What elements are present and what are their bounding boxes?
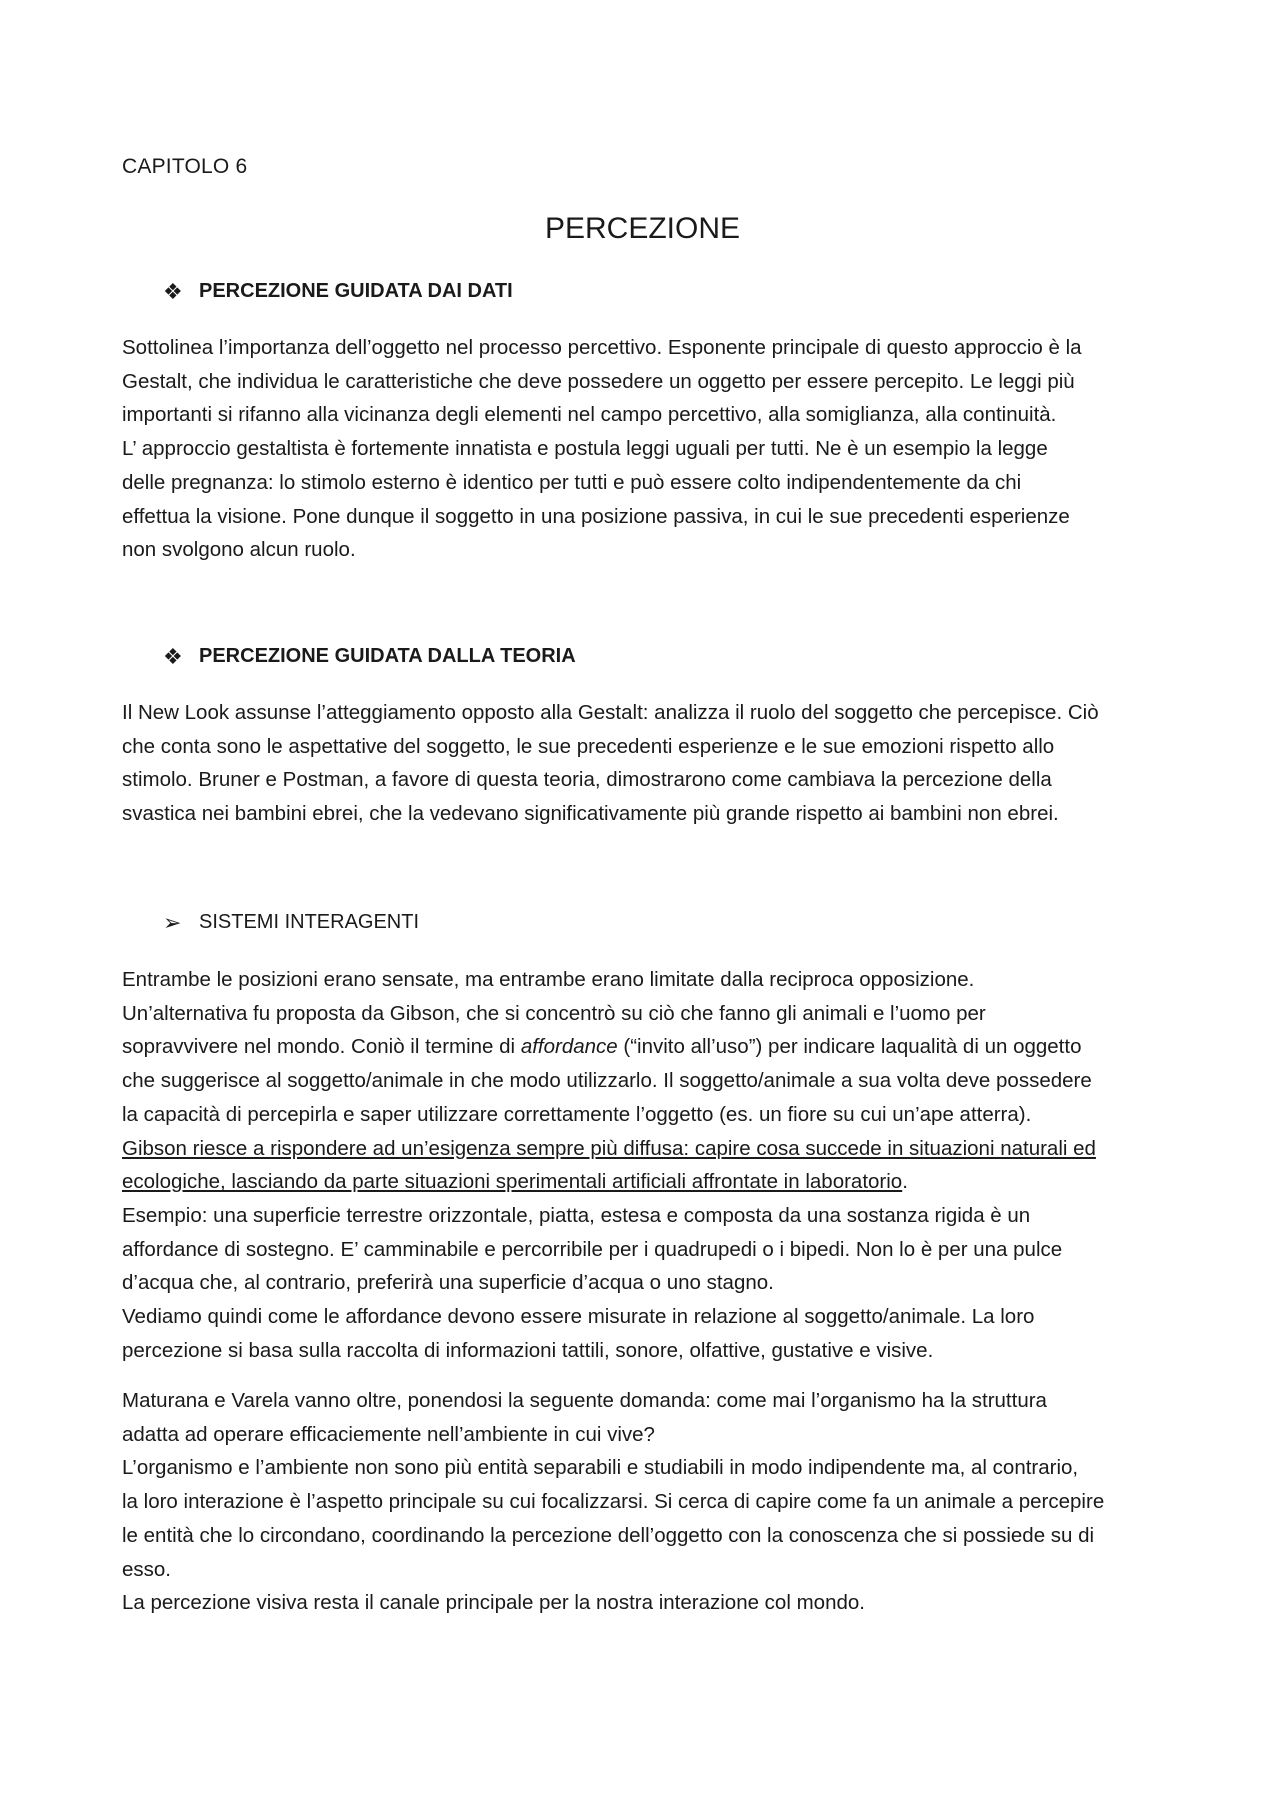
- section-heading-label: PERCEZIONE GUIDATA DAI DATI: [199, 280, 513, 302]
- text-line: Sottolinea l’importanza dell’oggetto nel processo percettivo. Esponente principale di questo approccio è la: [122, 336, 1082, 359]
- text-line: L’ approccio gestaltista è fortemente innatista e postula leggi uguali per tutti. Ne è un esempio la legge: [122, 437, 1048, 461]
- paragraph-data-driven: [122, 331, 1172, 567]
- text-line: percezione si basa sulla raccolta di informazioni tattili, sonore, olfattive, gustative e visive.: [122, 1338, 934, 1362]
- text-line: che conta sono le aspettative del soggetto, le sue precedenti esperienze e le sue emozioni rispetto allo: [122, 734, 1055, 758]
- text-line: non svolgono alcun ruolo.: [122, 538, 356, 562]
- diamond-bullet-icon: ❖: [163, 643, 183, 669]
- section-heading-interacting-systems: [163, 911, 419, 934]
- text-line: la capacità di percepirla e saper utilizzare correttamente l’oggetto (es. un fiore su cui un’ape atterra).: [122, 1102, 1032, 1126]
- text-line: Entrambe le posizioni erano sensate, ma entrambe erano limitate dalla reciproca opposizione.: [122, 968, 975, 991]
- text-line: che suggerisce al soggetto/animale in che modo utilizzarlo. Il soggetto/animale a sua volta deve possedere: [122, 1069, 1092, 1093]
- page-title: PERCEZIONE: [544, 212, 741, 245]
- section-heading-theory-driven: [163, 645, 576, 668]
- section-heading-label: SISTEMI INTERAGENTI: [199, 911, 420, 933]
- text-line: la loro interazione è l’aspetto principale su cui focalizzarsi. Si cerca di capire come fa un animale a percepire: [122, 1490, 1105, 1514]
- text-run: sopravvivere nel mondo. Coniò il termine di: [122, 1035, 521, 1059]
- text-line: affordance di sostegno. E’ camminabile e percorribile per i quadrupedi o i bipedi. Non lo è per una pulce: [122, 1237, 1063, 1261]
- text-line: [122, 1165, 1172, 1199]
- text-line: effettua la visione. Pone dunque il soggetto in una posizione passiva, in cui le sue precedenti esperienze: [122, 504, 1070, 528]
- paragraph-interacting-systems: [122, 963, 1172, 1367]
- text-line: stimolo. Bruner e Postman, a favore di questa teoria, dimostrarono come cambiava la percezione della: [122, 768, 1052, 792]
- paragraph-maturana-varela: [122, 1384, 1172, 1620]
- text-line: d’acqua che, al contrario, preferirà una superficie d’acqua o uno stagno.: [122, 1271, 774, 1295]
- text-line: L’organismo e l’ambiente non sono più entità separabili e studiabili in modo indipendente ma, al contrario,: [122, 1456, 1079, 1480]
- chapter-label: CAPITOLO 6: [122, 155, 248, 178]
- text-line: [122, 1132, 1172, 1166]
- underlined-text: ecologiche, lasciando da parte situazioni sperimentali artificiali affrontate in laboratorio: [122, 1170, 903, 1194]
- text-line: Maturana e Varela vanno oltre, ponendosi la seguente domanda: come mai l’organismo ha la struttura: [122, 1389, 1047, 1412]
- text-line: esso.: [122, 1557, 171, 1581]
- affordance-term: affordance: [520, 1035, 618, 1059]
- diamond-bullet-icon: ❖: [163, 278, 183, 304]
- section-heading-data-driven: [163, 280, 513, 303]
- text-line: le entità che lo circondano, coordinando la percezione dell’oggetto con la conoscenza che si possiede su di: [122, 1523, 1095, 1547]
- arrow-bullet-icon: ➢: [163, 909, 182, 935]
- text-line: delle pregnanza: lo stimolo esterno è identico per tutti e può essere colto indipendentemente da chi: [122, 470, 1022, 494]
- paragraph-theory-driven: [122, 696, 1172, 831]
- underlined-text: Gibson riesce a rispondere ad un’esigenza sempre più diffusa: capire cosa succede in situazioni naturali ed: [122, 1136, 1096, 1160]
- text-line: adatta ad operare efficaciemente nell’ambiente in cui vive?: [122, 1422, 655, 1446]
- text-line: Un’alternativa fu proposta da Gibson, che si concentrò su ciò che fanno gli animali e l’uomo per: [122, 1001, 986, 1025]
- text-line: Vediamo quindi come le affordance devono essere misurate in relazione al soggetto/animale. La loro: [122, 1305, 1035, 1329]
- text-run: .: [902, 1170, 908, 1194]
- text-line: svastica nei bambini ebrei, che la vedevano significativamente più grande rispetto ai bambini non ebrei.: [122, 802, 1059, 826]
- text-line: La percezione visiva resta il canale principale per la nostra interazione col mondo.: [122, 1591, 865, 1615]
- text-line: Gestalt, che individua le caratteristiche che deve possedere un oggetto per essere percepito. Le leggi più: [122, 369, 1075, 393]
- text-line: Esempio: una superficie terrestre orizzontale, piatta, estesa e composta da una sostanza rigida è un: [122, 1203, 1031, 1227]
- text-run: (“invito all’uso”) per indicare laqualità di un oggetto: [617, 1035, 1082, 1059]
- text-line: [122, 1030, 1172, 1064]
- text-line: importanti si rifanno alla vicinanza degli elementi nel campo percettivo, alla somiglianza, alla continuità.: [122, 403, 1057, 427]
- text-line: Il New Look assunse l’atteggiamento opposto alla Gestalt: analizza il ruolo del soggetto che percepisce. Ciò: [122, 701, 1099, 724]
- section-heading-label: PERCEZIONE GUIDATA DALLA TEORIA: [199, 645, 576, 667]
